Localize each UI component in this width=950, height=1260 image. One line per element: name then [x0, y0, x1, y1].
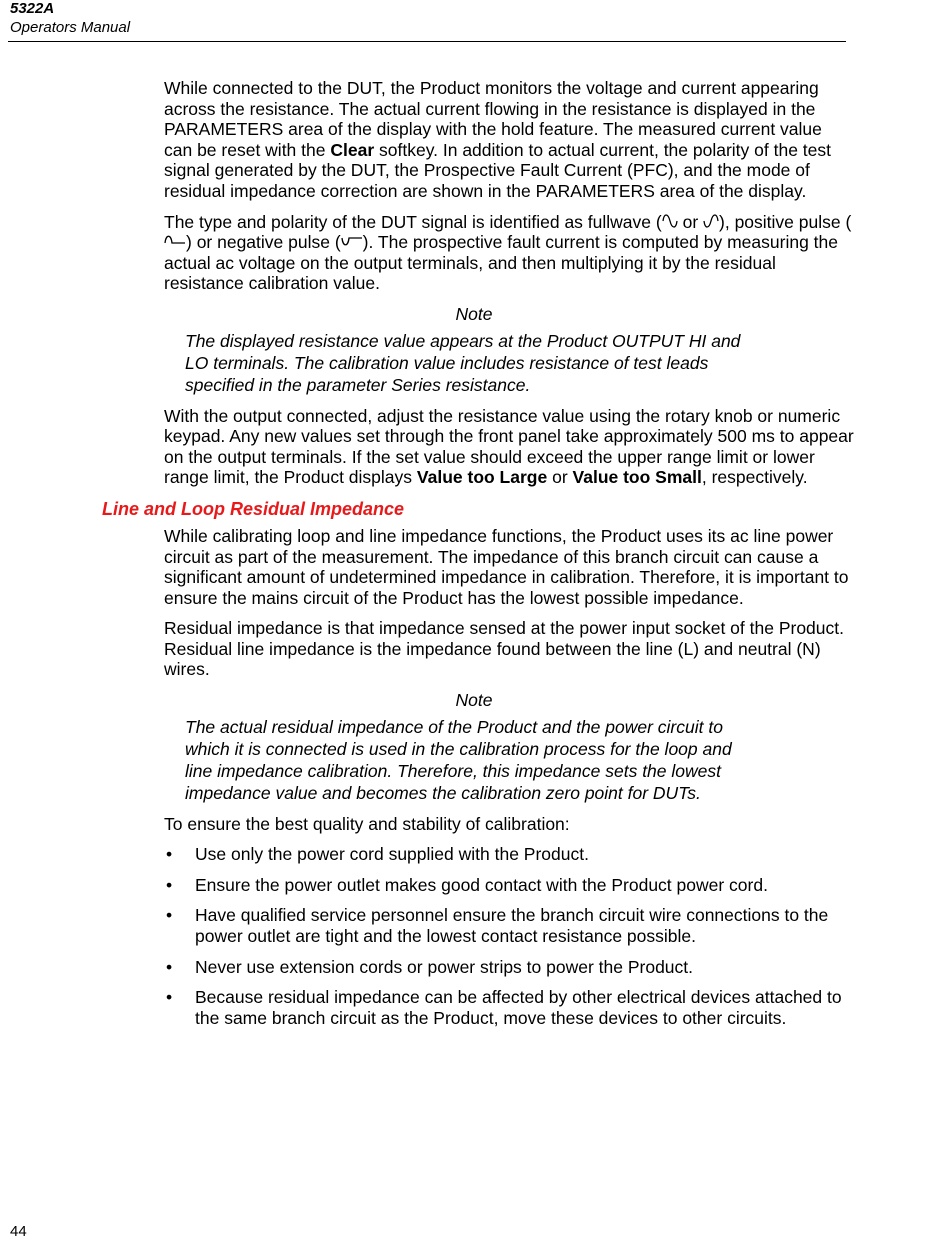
bullet-icon: • [166, 874, 173, 895]
value-too-small-term: Value too Small [572, 467, 702, 488]
bullet-icon: • [166, 905, 173, 926]
paragraph-text: ) or negative pulse ( [186, 232, 341, 253]
paragraph-text: The type and polarity of the DUT signal is identified as fullwave ( [164, 211, 662, 232]
document-number: 5322A [10, 0, 55, 17]
section-heading: Line and Loop Residual Impedance [102, 498, 405, 519]
paragraph-text: While connected to the DUT, the Product monitors the voltage and current appearing across the resistance. The actual current flowing in the resistance is displayed in the PARAMETERS area of the display with the hold feature. The measured current value can be reset with the [164, 78, 822, 160]
page-header [10, 0, 130, 38]
list-item-text: Because residual impedance can be affected by other electrical devices attached to the same branch circuit as the Product, move these devices to other circuits. [195, 987, 842, 1028]
bullet-icon: • [166, 844, 173, 865]
fullwave-positive-icon [662, 212, 678, 230]
paragraph-adjust-resistance [164, 406, 854, 488]
paragraph-text: or [677, 211, 704, 232]
page-body [102, 78, 854, 1038]
bullet-list [164, 844, 854, 1028]
paragraph-text: With the output connected, adjust the resistance value using the rotary knob or numeric keypad. Any new values set through the front panel take approximately 500 ms to appear on the output terminals. If the set value should exceed the upper range limit or lower range limit, the Product displays [164, 405, 854, 488]
list-item [164, 987, 854, 1028]
paragraph-line-power: While calibrating loop and line impedance functions, the Product uses its ac line power circuit as part of the measurement. The impedance of this branch circuit can cause a significant amount of undetermined impedance in calibration. Therefore, it is important to ensure the mains circuit of the Product has the lowest possible impedance. [164, 525, 849, 608]
paragraph-text: ). The prospective fault current is computed by measuring the actual ac voltage on the output terminals, and then multiplying it by the residual resistance calibration value. [164, 232, 839, 294]
list-item-text: Ensure the power outlet makes good contact with the Product power cord. [195, 874, 768, 895]
bullet-icon: • [166, 987, 173, 1008]
paragraph-text: or [547, 467, 573, 488]
note-label: Note [455, 690, 493, 711]
bullet-icon: • [166, 956, 173, 977]
negative-pulse-icon [341, 232, 363, 250]
value-too-large-term: Value too Large [416, 467, 548, 488]
paragraph-current-monitoring [164, 78, 854, 202]
header-divider [8, 41, 846, 42]
clear-softkey-term: Clear [330, 139, 375, 160]
document-title: Operators Manual [10, 19, 131, 36]
list-item-text: Have qualified service personnel ensure the branch circuit wire connections to the power outlet are tight and the lowest contact resistance possible. [195, 905, 829, 947]
list-item [164, 905, 854, 946]
list-item [164, 844, 854, 865]
paragraph-ensure-quality: To ensure the best quality and stability of calibration: [164, 813, 570, 834]
page-number: 44 [10, 1223, 27, 1240]
paragraph-text: ), positive pulse ( [719, 211, 852, 232]
note-text: The actual residual impedance of the Product and the power circuit to which it is connected is used in the calibration process for the loop and line impedance calibration. Therefore, this impedance sets the lowest impedance value and becomes the calibration zero point for DUTs. [185, 716, 732, 803]
list-item [164, 957, 854, 978]
paragraph-text: , respectively. [701, 467, 808, 488]
fullwave-negative-icon [703, 212, 719, 230]
paragraph-text: softkey. In addition to actual current, the polarity of the test signal generated by the DUT, the Prospective Fault Current (PFC), and the mode of residual impedance correction are shown in the PARAMETERS area of the display. [164, 139, 832, 201]
paragraph-signal-types [164, 212, 854, 294]
paragraph-residual-definition: Residual impedance is that impedance sensed at the power input socket of the Product. Residual line impedance is the impedance found between the line (L) and neutral (N) wires. [164, 618, 844, 680]
list-item [164, 875, 854, 896]
list-item-text: Never use extension cords or power strips to power the Product. [195, 956, 694, 977]
list-item-text: Use only the power cord supplied with the Product. [195, 844, 589, 865]
positive-pulse-icon [164, 232, 186, 250]
note-text: The displayed resistance value appears at the Product OUTPUT HI and LO terminals. The calibration value includes resistance of test leads specified in the parameter Series resistance. [185, 330, 741, 395]
note-label: Note [455, 303, 493, 324]
